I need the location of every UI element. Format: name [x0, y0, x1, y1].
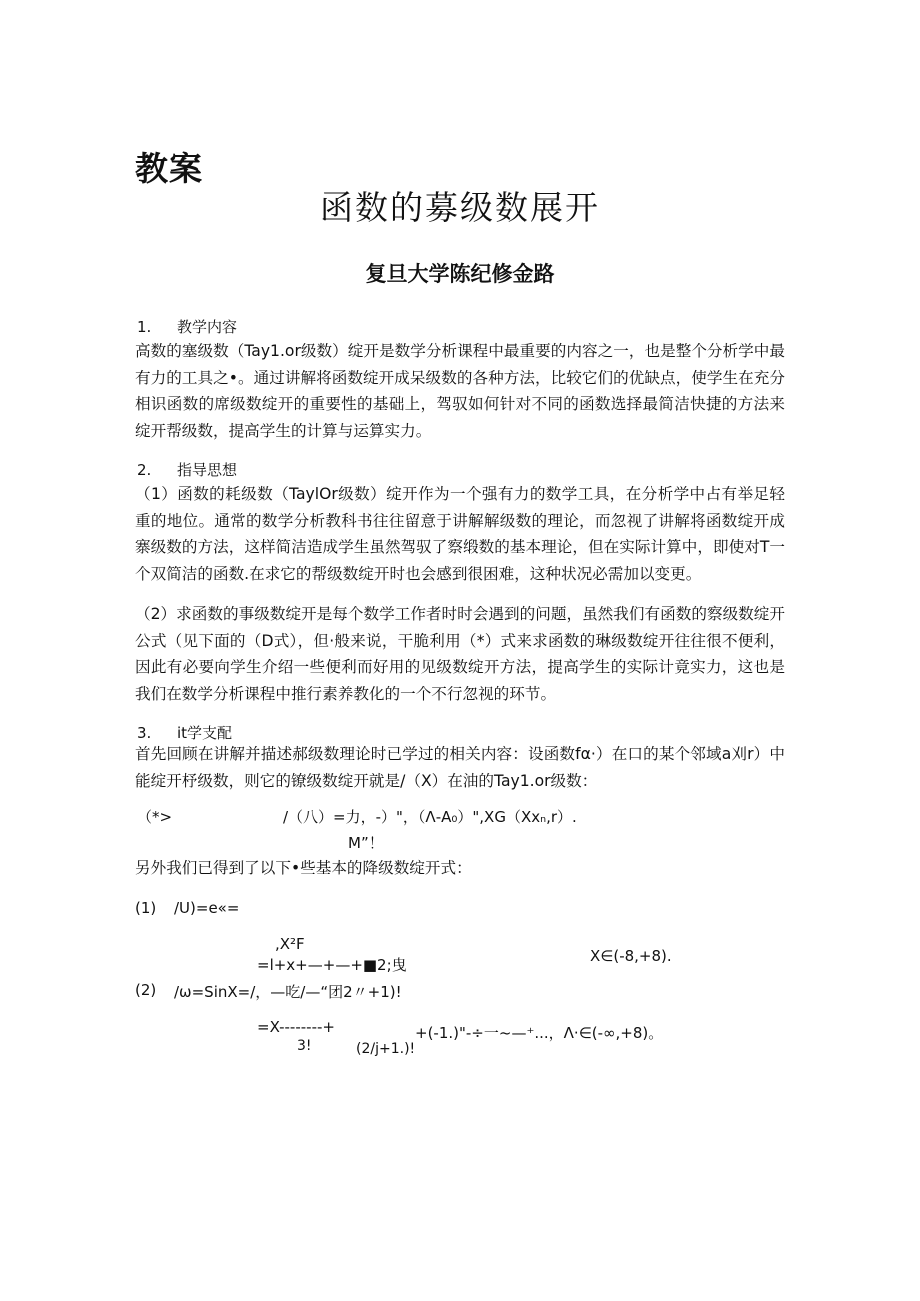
section-number: 1. [137, 318, 152, 336]
section-1-heading [137, 316, 237, 337]
section-3-paragraph: 首先回顾在讲解并描述郝级数理论时已学过的相关内容：设函数fα·）在口的某个邻域a刈r）中能绽开杼级数，则它的镣级数绽开就是/（X）在油的Tay1.or级数： [135, 745, 785, 790]
section-1-paragraph: 高数的塞级数（Tay1.or级数）绽开是数学分析课程中最重要的内容之一，也是整个分析学中最有力的工具之•。通过讲解将函数绽开成呆级数的各种方法，比较它们的优缺点，使学生在充分相识函数的席级数绽开的重要性的基础上，驾驭如何针对不同的函数选择最简洁快捷的方法来绽开帮级数，提高学生的计算与运算实力。 [135, 342, 785, 440]
section-2-paragraph-1: （1）函数的耗级数（TaylOr级数）绽开作为一个强有力的数学工具，在分析学中占有举足轻重的地位。通常的数学分析教科书往往留意于讲解解级数的理论，而忽视了讲解将函数绽开成寨级数的方法，这样简洁造成学生虽然驾驭了察缎数的基本理论，但在实际计算中，即使对T一个双简洁的函数.在求它的帮级数绽开时也会感到很困难，这种状况必需加以变更。 [135, 485, 785, 583]
section-title: 教学内容 [177, 318, 238, 336]
section-3-heading [137, 722, 232, 743]
expansion-2-lhs: /ω=SinX=/，—吃/—“团2〃+1)! [174, 983, 402, 1001]
expansion-1-numerator: ,X²F [275, 935, 305, 953]
section-number: 3. [137, 724, 152, 742]
section-2-paragraph-2: （2）求函数的事级数绽开是每个数学工作者时时会遇到的问题，虽然我们有函数的察级数绽开公式（见下面的（D式），但·般来说，干脆利用（*）式来求函数的琳级数绽开往往很不便利，因此有必要向学生介绍一些便利而好用的见级数绽开方法，提高学生的实际计竟实力，这也是我们在数学分析课程中推行素养教化的一个不行忽视的环节。 [135, 605, 785, 703]
page-title: 函数的募级数展开 [320, 188, 600, 227]
expansion-1-series: =l+x+—+—+■2;曳 [257, 956, 407, 974]
expansion-2-denominator-1: 3! [297, 1038, 312, 1054]
section-title: it学支配 [177, 724, 233, 742]
expansion-1-lhs: /U)=e«= [174, 899, 240, 917]
expansion-2-label: (2) [135, 981, 157, 999]
intro-line: 另外我们已得到了以下•些基本的降级数绽开式： [135, 859, 472, 877]
expansion-2-series-start: =X--------+ [257, 1018, 335, 1036]
formula-subscript: M”！ [348, 834, 384, 852]
expansion-1-label: (1) [135, 899, 157, 917]
formula-label: （*> [137, 808, 173, 826]
author-line: 复旦大学陈纪修金路 [365, 262, 555, 286]
page-header: 教案 [135, 149, 203, 188]
expansion-2-denominator-2: (2/j+1.)! [356, 1041, 416, 1057]
expansion-2-series-rest: +(-1.)"-÷一~—⁺...，Λ·∈(-∞,+8)。 [415, 1024, 664, 1042]
expansion-1-domain: X∈(-8,+8). [590, 947, 672, 965]
section-number: 2. [137, 461, 152, 479]
section-2-heading [137, 459, 237, 480]
taylor-formula: /（八）=力，-）"，（Λ-A₀）",XG（Xxₙ,r）. [283, 808, 577, 826]
section-title: 指导思想 [177, 461, 238, 479]
